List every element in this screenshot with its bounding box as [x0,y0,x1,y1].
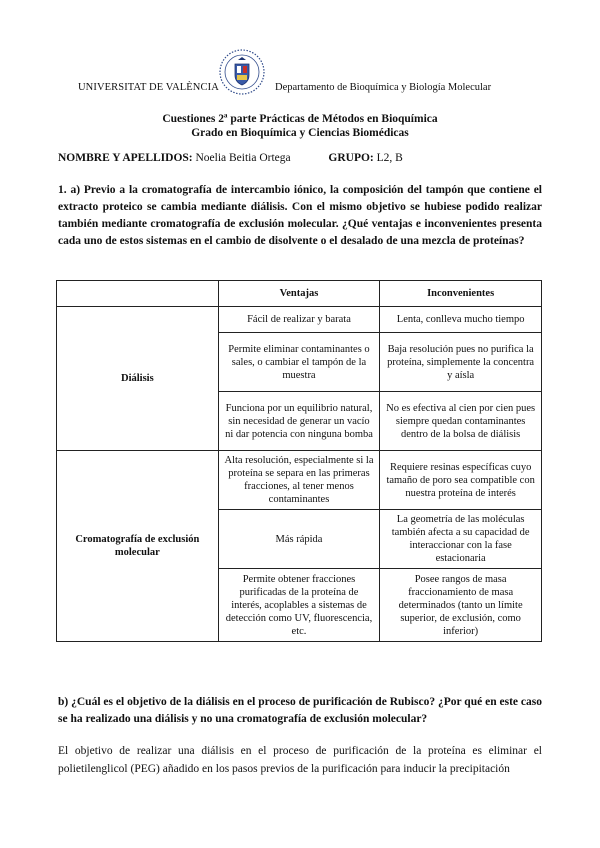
table-header-inconvenientes: Inconvenientes [380,281,542,307]
student-info [58,152,403,164]
table-cell: Alta resolución, especialmente si la proteína se separa en las primeras fracciones, al tener menos contaminantes [218,451,380,510]
table-cell: La geometría de las moléculas también afecta a su capacidad de interaccionar con la fase estacionaria [380,510,542,569]
table-cell: Fácil de realizar y barata [218,307,380,333]
group-value: L2, B [376,152,403,164]
table-header-ventajas: Ventajas [218,281,380,307]
table-cell: Permite eliminar contaminantes o sales, o cambiar el tampón de la muestra [218,333,380,392]
comparison-table [56,280,542,642]
table-cell: Requiere resinas específicas cuyo tamaño de poro sea compatible con nuestra proteína de interés [380,451,542,510]
table-cell: Funciona por un equilibrio natural, sin necesidad de generar un vacío ni dar potencia con ninguna bomba [218,392,380,451]
table-header-row [57,281,542,307]
table-cell: Posee rangos de masa fraccionamiento de masa determinados (tanto un límite superior, de exclusión, como inferior) [380,569,542,642]
title-line-2: Grado en Bioquímica y Ciencias Biomédicas [191,127,409,139]
question-1b: b) ¿Cuál es el objetivo de la diálisis en el proceso de purificación de Rubisco? ¿Por qué en este caso se ha realizado una diálisis y no una cromatografía de exclusión molecular? [58,696,542,725]
table-row [57,307,542,333]
table-cell: Más rápida [218,510,380,569]
table-row [57,451,542,510]
table-header-corner [57,281,219,307]
table-cell: No es efectiva al cien por cien pues siempre quedan contaminantes dentro de la bolsa de diálisis [380,392,542,451]
table-cell: Baja resolución pues no purifica la proteína, simplemente la concentra y aísla [380,333,542,392]
table-cell: Permite obtener fracciones purificadas de la proteína de interés, acoplables a sistemas de detección como UV, fluorescencia, etc. [218,569,380,642]
group-label: GRUPO: [328,152,374,164]
department-name: Departamento de Bioquímica y Biología Molecular [275,82,492,93]
title-line-1: Cuestiones 2ª parte Prácticas de Métodos en Bioquímica [162,113,438,125]
name-value: Noelia Beitia Ortega [195,152,291,164]
group-label-cromatografia: Cromatografía de exclusión molecular [57,451,219,642]
document-title [0,112,600,140]
letterhead [78,48,538,100]
question-1a: 1. a) Previo a la cromatografía de intercambio iónico, la composición del tampón que contiene el extracto proteico se cambia mediante diálisis. Con el mismo objetivo se hubiese podido realizar también mediante cromatografía de exclusión molecular. ¿Qué ventajas e inconvenientes presenta cada uno de estos sistemas en el cambio de disolvente o el desalado de una mezcla de proteínas? [58,184,542,247]
university-name: UNIVERSITAT DE VALÈNCIA [78,82,219,93]
answer-paragraph: El objetivo de realizar una diálisis en el proceso de purificación de la proteína es eliminar el polietilenglicol (PEG) añadido en los pasos previos de la purificación para inducir la precipitación [58,745,542,775]
group-label-dialisis: Diálisis [57,307,219,451]
university-seal-icon [218,48,266,96]
name-label: NOMBRE Y APELLIDOS: [58,152,193,164]
table-cell: Lenta, conlleva mucho tiempo [380,307,542,333]
